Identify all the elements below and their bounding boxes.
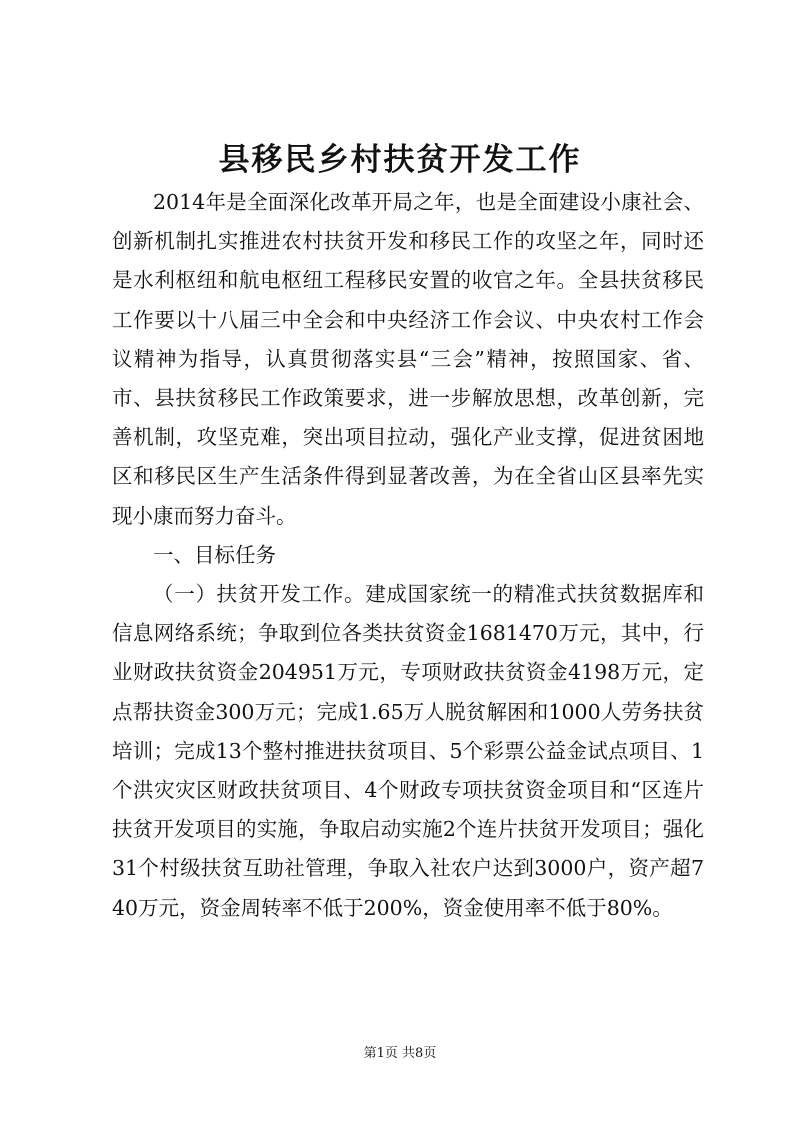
document-body [112,183,704,928]
section-heading: 一、目标任务 [153,542,276,567]
body-paragraph-intro: 2014年是全面深化改革开局之年，也是全面建设小康社会、创新机制扎实推进农村扶贫开发和移民工作的攻坚之年，同时还是水利枢纽和航电枢纽工程移民安置的收官之年。全县扶贫移民工作要以十八届三中全会和中央经济工作会议、中央农村工作会议精神为指导，认真贯彻落实县“三会”精神，按照国家、省、市、县扶贫移民工作政策要求，进一步解放思想，改革创新，完善机制，攻坚克难，突出项目拉动，强化产业支撑，促进贫困地区和移民区生产生活条件得到显著改善，为在全省山区县率先实现小康而努力奋斗。 [112,190,704,528]
body-paragraph-poverty-relief: （一）扶贫开发工作。建成国家统一的精准式扶贫数据库和信息网络系统；争取到位各类扶贫资金1681470万元，其中，行业财政扶贫资金204951万元，专项财政扶贫资金4198万元，定点帮扶资金300万元；完成1.65万人脱贫解困和1000人劳务扶贫培训；完成13个整村推进扶贫项目、5个彩票公益金试点项目、1个洪灾灾区财政扶贫项目、4个财政专项扶贫资金项目和“区连片扶贫开发项目的实施，争取启动实施2个连片扶贫开发项目；强化31个村级扶贫互助社管理，争取入社农户达到3000户，资产超740万元，资金周转率不低于200%，资金使用率不低于80%。 [112,582,704,920]
page-footer: 第1页 共8页 [363,1046,437,1061]
document-title: 县移民乡村扶贫开发工作 [218,142,582,178]
